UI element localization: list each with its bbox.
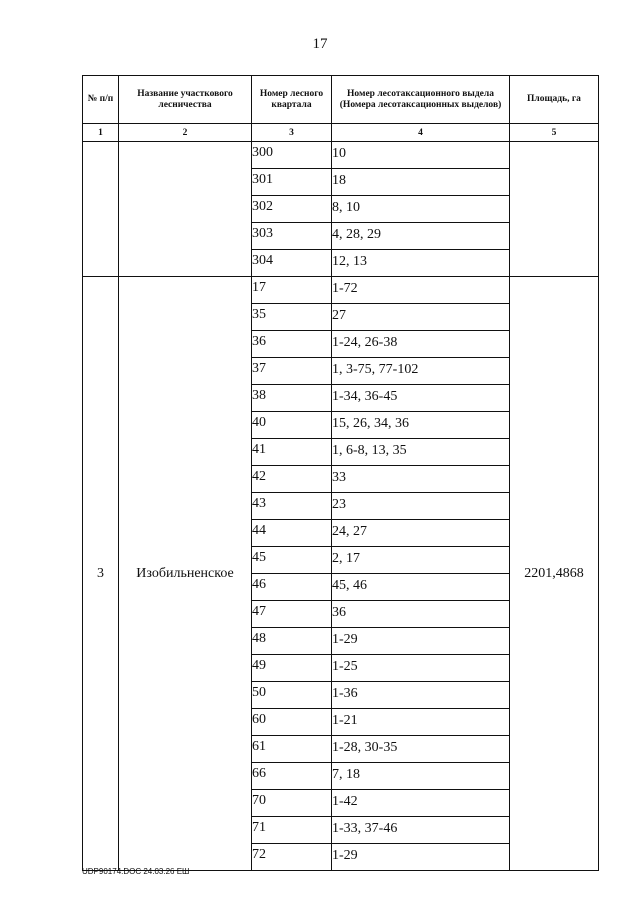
column-number: 4 [332, 124, 510, 142]
quarter-number-cell: 45 [252, 547, 332, 574]
quarter-number-cell: 42 [252, 466, 332, 493]
header-row [83, 76, 599, 124]
quarter-number-cell: 66 [252, 763, 332, 790]
header-number: № п/п [83, 76, 119, 124]
allotment-numbers-cell: 15, 26, 34, 36 [332, 412, 510, 439]
allotment-numbers-cell: 1-24, 26-38 [332, 331, 510, 358]
forestry-name-cell: Изобильненское [119, 277, 252, 871]
allotment-numbers-cell: 1-29 [332, 628, 510, 655]
forestry-name-cell [119, 142, 252, 277]
allotment-numbers-cell: 1-34, 36-45 [332, 385, 510, 412]
row-number-cell [83, 142, 119, 277]
allotment-numbers-cell: 1, 3-75, 77-102 [332, 358, 510, 385]
quarter-number-cell: 48 [252, 628, 332, 655]
quarter-number-cell: 44 [252, 520, 332, 547]
quarter-number-cell: 47 [252, 601, 332, 628]
header-quarter-number: Номер лесного квартала [252, 76, 332, 124]
allotment-numbers-cell: 2, 17 [332, 547, 510, 574]
quarter-number-cell: 72 [252, 844, 332, 871]
column-number-row [83, 124, 599, 142]
column-number: 1 [83, 124, 119, 142]
allotment-numbers-cell: 1, 6-8, 13, 35 [332, 439, 510, 466]
allotment-numbers-cell: 1-72 [332, 277, 510, 304]
area-cell: 2201,4868 [510, 277, 599, 871]
allotment-numbers-cell: 1-25 [332, 655, 510, 682]
allotment-numbers-cell: 1-36 [332, 682, 510, 709]
quarter-number-cell: 302 [252, 196, 332, 223]
document-footer: UDP90174.DOC 24.03.26 ЕШ [82, 867, 190, 876]
allotment-numbers-cell: 1-28, 30-35 [332, 736, 510, 763]
area-cell [510, 142, 599, 277]
allotment-numbers-cell: 10 [332, 142, 510, 169]
column-number: 3 [252, 124, 332, 142]
header-allotment-numbers: Номер лесотаксационного выдела (Номера лесотаксационных выделов) [332, 76, 510, 124]
allotment-numbers-cell: 12, 13 [332, 250, 510, 277]
quarter-number-cell: 41 [252, 439, 332, 466]
column-number: 5 [510, 124, 599, 142]
quarter-number-cell: 46 [252, 574, 332, 601]
quarter-number-cell: 40 [252, 412, 332, 439]
allotment-numbers-cell: 36 [332, 601, 510, 628]
allotment-numbers-cell: 1-21 [332, 709, 510, 736]
quarter-number-cell: 49 [252, 655, 332, 682]
allotment-numbers-cell: 4, 28, 29 [332, 223, 510, 250]
quarter-number-cell: 17 [252, 277, 332, 304]
allotment-numbers-cell: 24, 27 [332, 520, 510, 547]
quarter-number-cell: 37 [252, 358, 332, 385]
quarter-number-cell: 50 [252, 682, 332, 709]
header-area: Площадь, га [510, 76, 599, 124]
quarter-number-cell: 70 [252, 790, 332, 817]
column-number: 2 [119, 124, 252, 142]
allotment-numbers-cell: 8, 10 [332, 196, 510, 223]
quarter-number-cell: 300 [252, 142, 332, 169]
allotment-numbers-cell: 18 [332, 169, 510, 196]
quarter-number-cell: 61 [252, 736, 332, 763]
allotment-numbers-cell: 7, 18 [332, 763, 510, 790]
allotment-numbers-cell: 33 [332, 466, 510, 493]
header-forestry-name: Название участкового лесничества [119, 76, 252, 124]
allotment-numbers-cell: 23 [332, 493, 510, 520]
allotment-numbers-cell: 1-29 [332, 844, 510, 871]
quarter-number-cell: 43 [252, 493, 332, 520]
allotment-numbers-cell: 27 [332, 304, 510, 331]
row-number-cell: 3 [83, 277, 119, 871]
forest-quarters-table [82, 75, 599, 871]
allotment-numbers-cell: 1-33, 37-46 [332, 817, 510, 844]
quarter-number-cell: 304 [252, 250, 332, 277]
quarter-number-cell: 60 [252, 709, 332, 736]
quarter-number-cell: 36 [252, 331, 332, 358]
allotment-numbers-cell: 45, 46 [332, 574, 510, 601]
page-number: 17 [312, 36, 328, 52]
quarter-number-cell: 303 [252, 223, 332, 250]
table-row [83, 277, 599, 304]
quarter-number-cell: 71 [252, 817, 332, 844]
quarter-number-cell: 35 [252, 304, 332, 331]
quarter-number-cell: 38 [252, 385, 332, 412]
table-row [83, 142, 599, 169]
allotment-numbers-cell: 1-42 [332, 790, 510, 817]
quarter-number-cell: 301 [252, 169, 332, 196]
